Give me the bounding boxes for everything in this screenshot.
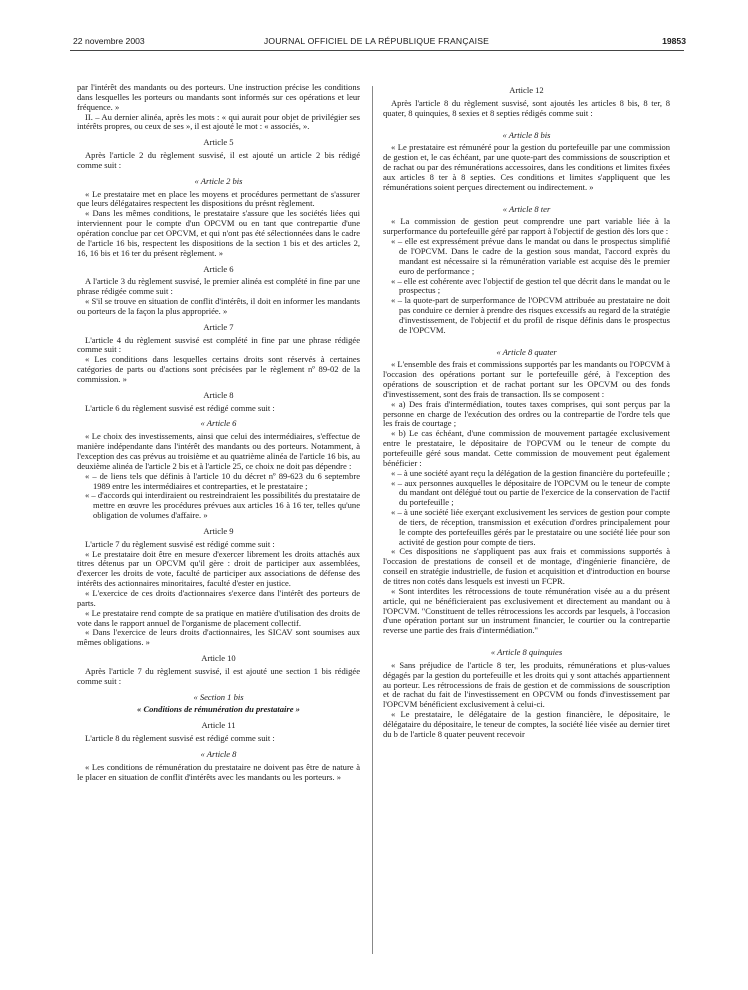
- paragraph: « Sans préjudice de l'article 8 ter, les produits, rémunérations et plus-values dégagés par la gestion du portefeuille et les droits qui y sont attachés appartiennent au porteur. Les rétrocessions de frais de gestion et de commissions de souscription et de rachat du fait de l'investissement en OPCVM ou fonds d'investissement par l'OPCVM bénéficient exclusivement à celui-ci.: [383, 659, 670, 710]
- paragraph: L'article 8 du règlement susvisé est rédigé comme suit :: [85, 733, 275, 744]
- paragraph: « Dans les mêmes conditions, le prestataire s'assure que les sociétés liées qui interviennent pour le compte d'un OPCVM ou en tant que contrepartie d'une opération conclue par cet OPCVM, et qui n'ont pas été sélectionnées dans le cadre de l'article 16 bis, respectent les dispositions de la section 1 bis et des articles 2, 16, 16 bis et 16 ter du présent règlement. »: [77, 208, 360, 258]
- header-rule: [70, 50, 684, 51]
- paragraph: « a) Des frais d'intermédiation, toutes taxes comprises, qui sont perçus par la personne en charge de l'exécution des ordres ou la contrepartie de l'ordre tels que les frais de courtage ;: [383, 398, 670, 429]
- paragraph: « Le prestataire rend compte de sa pratique en matière d'utilisation des droits de vote dans le rapport annuel de l'organisme de placement collectif.: [77, 607, 360, 628]
- paragraph: Après l'article 8 du règlement susvisé, sont ajoutés les articles 8 bis, 8 ter, 8 quater, 8 quinquies, 8 sexies et 8 septies rédigés comme suit :: [383, 97, 670, 118]
- list-item: « – à une société ayant reçu la délégation de la gestion financière du portefeuille ;: [391, 467, 670, 478]
- article-heading: Article 7: [203, 321, 234, 332]
- paragraph: L'article 6 du règlement susvisé est rédigé comme suit :: [85, 402, 275, 413]
- paragraph: « Le prestataire doit être en mesure d'exercer librement les droits attachés aux titres détenus par un OPCVM qu'il gère : droit de participer aux assemblées, d'exercer les droits de vote, faculté de participer aux associations de défense des intérêts des actionnaires minoritaires, faculté d'ester en justice.: [77, 548, 360, 589]
- article-subheading: « Article 8 ter: [502, 203, 551, 214]
- paragraph: « Dans l'exercice de leurs droits d'actionnaires, les SICAV sont soumises aux mêmes obligations. »: [77, 627, 360, 648]
- article-heading: Article 8: [203, 389, 234, 400]
- paragraph: « Sont interdites les rétrocessions de toute rémunération visée au a du présent article, qui ne bénéficieraient pas exclusivement et directement au mandant ou à l'OPCVM. "Constituent de telles rétrocessions les accords par lesquels, à l'occasion d'une opération portant sur un instrument financier, le courtier ou la contrepartie reverse une partie des frais d'intermédiation.": [383, 585, 670, 636]
- list-item: « – d'accords qui interdiraient ou restreindraient les possibilités du prestataire de mettre en œuvre les procédures prévues aux articles 16 à 16 ter, telles qu'une obligation de volumes d'affaire. »: [85, 490, 360, 521]
- article-subheading: « Article 2 bis: [194, 175, 243, 186]
- article-subheading: « Article 8 bis: [502, 129, 551, 140]
- paragraph: « Les conditions dans lesquelles certains droits sont réservés à certaines catégories de parts ou d'actions sont précisées par le règlement nº 89-02 de la commission. »: [77, 354, 360, 384]
- paragraph: par l'intérêt des mandants ou des porteurs. Une instruction précise les conditions dans lesquelles les porteurs ou mandants sont informés sur ces opérations et leur fréquence. »: [77, 82, 360, 112]
- paragraph: II. – Au dernier alinéa, après les mots : « qui aurait pour objet de privilégier ses intérêts propres, ou ceux de ses », il est ajouté le mot : « associés, ».: [77, 111, 360, 132]
- article-heading: Article 5: [203, 137, 234, 148]
- paragraph: « La commission de gestion peut comprendre une part variable liée à la surperformance du portefeuille géré par rapport à l'objectif de gestion dès lors que :: [383, 216, 670, 237]
- column-divider: [372, 86, 373, 954]
- right-column: [383, 86, 670, 740]
- left-column: [77, 83, 360, 782]
- list-item: « – aux personnes auxquelles le dépositaire de l'OPCVM ou le teneur de compte du mandant ont délégué tout ou partie de l'exercice de la conservation de l'actif du portefeuille ;: [391, 477, 670, 508]
- article-subheading: « Article 8: [200, 748, 237, 759]
- article-heading: Article 6: [203, 263, 234, 274]
- paragraph: « L'exercice de ces droits d'actionnaires s'exerce dans l'intérêt des porteurs de parts.: [77, 587, 360, 608]
- paragraph: « Les conditions de rémunération du prestataire ne doivent pas être de nature à le placer en situation de conflit d'intérêts avec les mandants ou les porteurs. »: [77, 761, 360, 782]
- list-item: « – elle est cohérente avec l'objectif de gestion tel que décrit dans le mandat ou le prospectus ;: [391, 275, 670, 296]
- article-heading: Article 10: [201, 653, 236, 664]
- paragraph: « Ces dispositions ne s'appliquent pas aux frais et commissions supportés à l'occasion de prestations de conseil et de montage, d'ingénierie financière, de conseil en stratégie industrielle, de fusion et acquisition et d'introduction en bourse de titres non cotés dans lesquels est investi un FCPR.: [383, 546, 670, 586]
- journal-title: JOURNAL OFFICIEL DE LA RÉPUBLIQUE FRANÇAISE: [263, 36, 490, 46]
- paragraph: « b) Le cas échéant, d'une commission de mouvement partagée exclusivement entre le prestataire, le dépositaire de l'OPCVM ou le teneur de compte du portefeuille géré sous mandat. Cette commission de mouvement peut également bénéficier :: [383, 428, 670, 468]
- paragraph: « S'il se trouve en situation de conflit d'intérêts, il doit en informer les mandants ou porteurs de la façon la plus appropriée. »: [77, 296, 360, 316]
- list-item: « – elle est expressément prévue dans le mandat ou dans le prospectus simplifié de l'OPCVM. Dans le cadre de la gestion sous mandat, l'accord exprès du mandant est nécessaire si la rémunération variable est acquise dès le premier euro de performance ;: [391, 236, 670, 276]
- list-item: « – la quote-part de surperformance de l'OPCVM attribuée au prestataire ne doit pas conduire ce dernier à prendre des risques excessifs au regard de la stratégie d'investissement, de l'objectif et du profil de risque définis dans le prospectus de l'OPCVM.: [391, 295, 670, 335]
- paragraph: A l'article 3 du règlement susvisé, le premier alinéa est complété in fine par une phrase rédigée comme suit :: [77, 276, 360, 297]
- page-header: [67, 36, 686, 50]
- article-subheading: « Article 8 quinquies: [490, 647, 563, 658]
- article-heading: Article 12: [509, 85, 544, 95]
- page-number: 19853: [662, 36, 686, 46]
- paragraph: « Le prestataire met en place les moyens et procédures permettant de s'assurer que leurs délégataires respectent les dispositions du présnt règlement.: [77, 188, 360, 209]
- article-subheading: « Article 6: [200, 418, 237, 429]
- section-title: « Conditions de rémunération du prestataire »: [137, 704, 300, 715]
- section-heading: « Section 1 bis: [193, 691, 244, 702]
- paragraph: « L'ensemble des frais et commissions supportés par les mandants ou l'OPCVM à l'occasion des opérations portant sur le portefeuille géré, à l'exception des opérations de souscription et de rachat portant sur les OPCVM ou des fonds d'investissement, sont des frais de transaction. Ils se composent :: [383, 359, 670, 399]
- paragraph: L'article 7 du règlement susvisé est rédigé comme suit :: [85, 538, 275, 549]
- issue-date: 22 novembre 2003: [73, 36, 145, 46]
- list-item: « – à une société liée exerçant exclusivement les services de gestion pour compte de tiers, de réception, transmission et exécution d'ordres principalement pour le compte des portefeuilles gérés par le prestataire ou une société liée pour son activité de gestion pour compte de tiers.: [391, 507, 670, 547]
- article-heading: Article 9: [203, 525, 234, 536]
- paragraph: L'article 4 du règlement susvisé est complété in fine par une phrase rédigée comme suit :: [77, 334, 360, 355]
- paragraph: « Le choix des investissements, ainsi que celui des intermédiaires, s'effectue de manière indépendante dans l'intérêt des mandants ou des porteurs. Notamment, à l'exception des cas prévus au troisième et au quatrième alinéa de l'article 16 bis, au deuxième alinéa de l'article 2 bis et à l'article 25, ce choix ne doit pas dépendre :: [77, 431, 360, 471]
- paragraph: Après l'article 7 du règlement susvisé, il est ajouté une section 1 bis rédigée comme suit :: [77, 665, 360, 686]
- article-heading: Article 11: [201, 720, 236, 731]
- article-subheading: « Article 8 quater: [496, 346, 557, 357]
- paragraph: « Le prestataire, le délégataire de la gestion financière, le dépositaire, le délégataire du dépositaire, le teneur de comptes, la société liée visée au dernier tiret du b de l'article 8 quater peuvent recevoir: [383, 709, 670, 739]
- paragraph: « Le prestataire est rémunéré pour la gestion du portefeuille par une commission de gestion et, le cas échéant, par une quote-part des commissions de souscription et de rachat ou par des rémunérations accessoires, dans les conditions et limites fixées aux articles 8 ter à 8 septies. Ces conditions et limites s'appliquent que les rémunérations soient perçues directement ou indirectement. »: [383, 142, 670, 192]
- list-item: « – de liens tels que définis à l'article 10 du décret nº 89-623 du 6 septembre 1989 entre les intermédiaires et contreparties, et le prestataire ;: [85, 470, 360, 491]
- paragraph: Après l'article 2 du règlement susvisé, il est ajouté un article 2 bis rédigé comme suit :: [77, 150, 360, 170]
